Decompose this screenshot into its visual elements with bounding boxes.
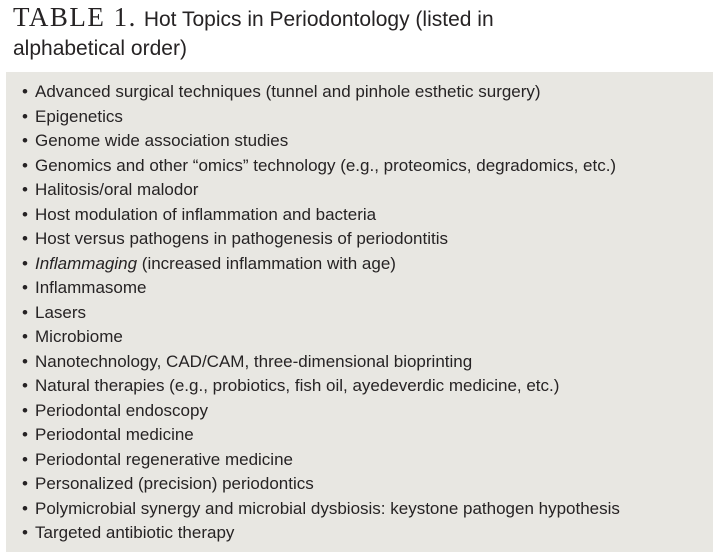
table-number-label: TABLE 1. [13,2,137,32]
bullet-icon: • [22,449,28,469]
bullet-icon: • [22,376,28,395]
bullet-icon: • [22,425,28,444]
topic-text: Genomics and other “omics” technology (e.g., proteomics, degradomics, etc.) [35,155,617,175]
topic-text: Natural therapies (e.g., probiotics, fish oil, ayedeverdic medicine, etc.) [35,376,560,395]
table-title-line2: alphabetical order) [13,37,187,60]
topic-item [22,423,705,448]
bullet-icon: • [22,82,28,101]
topic-text: Epigenetics [35,106,123,126]
bullet-icon: • [22,106,28,126]
topic-item [22,374,705,399]
topic-item [22,276,705,301]
bullet-icon: • [22,155,28,175]
topic-item [22,301,705,326]
bullet-icon: • [22,327,28,346]
topic-text: Periodontal medicine [35,425,194,444]
table-caption [0,0,713,61]
topic-item [22,129,705,154]
topic-item [22,252,705,277]
topic-text: Periodontal regenerative medicine [35,449,293,469]
bullet-icon: • [22,351,28,371]
bullet-icon: • [22,180,28,199]
table-title-line1: Hot Topics in Periodontology (listed in [143,8,494,31]
topic-item [22,472,705,497]
topic-item [22,399,705,424]
topic-item [22,154,705,179]
topic-item [22,448,705,473]
topic-text: Host versus pathogens in pathogenesis of periodontitis [35,229,448,248]
bullet-icon: • [22,131,28,150]
topic-text: (increased inflammation with age) [137,253,396,273]
topic-text: Host modulation of inflammation and bacteria [35,204,377,224]
bullet-icon: • [22,302,28,322]
topic-text: Halitosis/oral malodor [35,180,199,199]
bullet-icon: • [22,474,28,493]
topic-item [22,203,705,228]
topic-item [22,178,705,203]
topic-text: Microbiome [35,327,123,346]
topic-item [22,325,705,350]
bullet-icon: • [22,253,28,273]
topics-panel [6,72,713,552]
topic-text: Targeted antibiotic therapy [35,523,235,542]
topic-text: Personalized (precision) periodontics [35,474,314,493]
topic-item [22,497,705,522]
bullet-icon: • [22,229,28,248]
topic-text: Lasers [35,302,87,322]
topic-item [22,80,705,105]
topic-text: Inflammasome [35,278,147,297]
topic-text: Advanced surgical techniques (tunnel and pinhole esthetic surgery) [35,82,541,101]
bullet-icon: • [22,523,28,542]
topics-list [22,80,705,546]
topic-text: Genome wide association studies [35,131,289,150]
bullet-icon: • [22,204,28,224]
topic-item [22,350,705,375]
bullet-icon: • [22,400,28,420]
topic-text: Periodontal endoscopy [35,400,208,420]
table-caption-line1 [13,2,703,37]
topic-item [22,227,705,252]
topic-text: Nanotechnology, CAD/CAM, three-dimensional bioprinting [35,351,473,371]
bullet-icon: • [22,278,28,297]
topic-text: Polymicrobial synergy and microbial dysbiosis: keystone pathogen hypothesis [35,498,620,518]
topic-item [22,105,705,130]
topic-text-italic: Inflammaging [35,253,138,273]
bullet-icon: • [22,498,28,518]
topic-item [22,521,705,546]
